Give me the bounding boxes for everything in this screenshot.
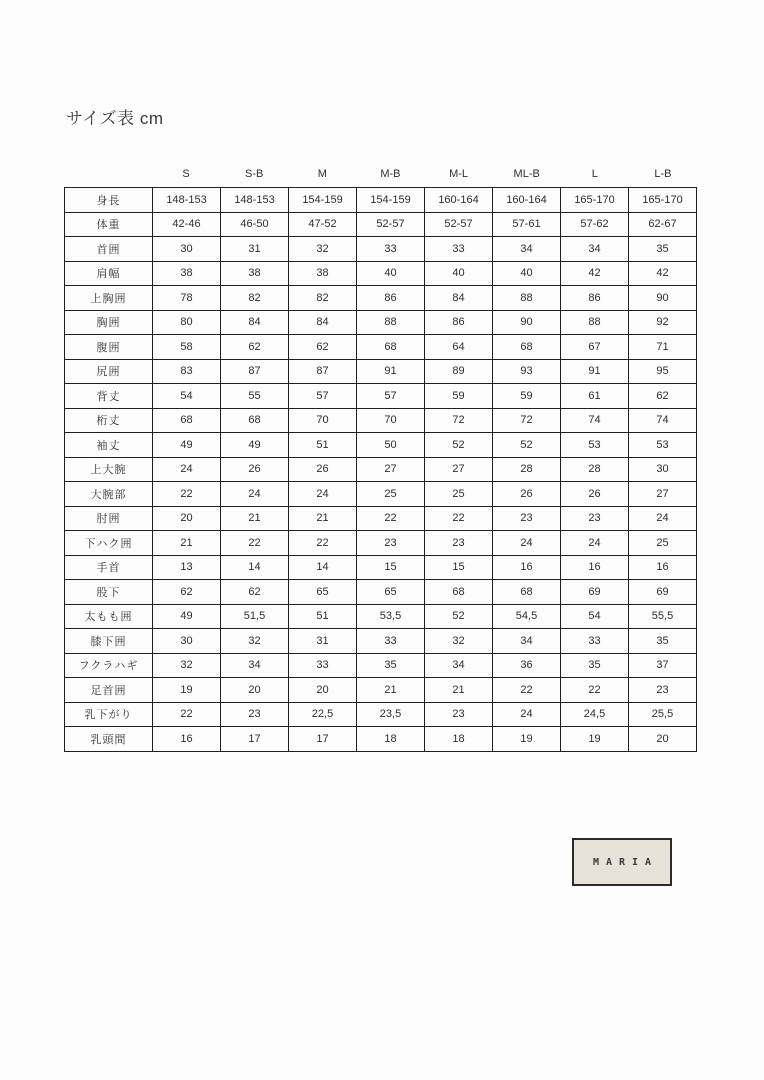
measurement-value: 78 (153, 286, 221, 311)
measurement-value: 14 (289, 555, 357, 580)
measurement-label: 尻囲 (65, 359, 153, 384)
measurement-value: 32 (153, 653, 221, 678)
measurement-value: 67 (561, 335, 629, 360)
measurement-value: 160-164 (425, 188, 493, 213)
size-column-header: M-B (380, 168, 401, 180)
measurement-value: 27 (357, 457, 425, 482)
measurement-label: 体重 (65, 212, 153, 237)
measurement-value: 22 (153, 702, 221, 727)
measurement-value: 49 (153, 604, 221, 629)
size-column-header: S (182, 168, 190, 180)
measurement-value: 22 (153, 482, 221, 507)
measurement-value: 22 (561, 678, 629, 703)
measurement-value: 15 (357, 555, 425, 580)
measurement-value: 20 (289, 678, 357, 703)
size-column-header: S-B (245, 168, 264, 180)
measurement-value: 57 (289, 384, 357, 409)
measurement-value: 62-67 (629, 212, 697, 237)
measurement-value: 18 (357, 727, 425, 752)
measurement-value: 90 (629, 286, 697, 311)
measurement-value: 93 (493, 359, 561, 384)
measurement-value: 19 (153, 678, 221, 703)
measurement-value: 20 (153, 506, 221, 531)
measurement-value: 70 (357, 408, 425, 433)
measurement-label: 背丈 (65, 384, 153, 409)
size-column-header: L-B (654, 168, 672, 180)
measurement-value: 40 (425, 261, 493, 286)
measurement-value: 23 (629, 678, 697, 703)
table-row (65, 555, 697, 580)
measurement-value: 51 (289, 433, 357, 458)
measurement-value: 24,5 (561, 702, 629, 727)
measurement-value: 55 (221, 384, 289, 409)
measurement-value: 24 (221, 482, 289, 507)
measurement-value: 20 (629, 727, 697, 752)
measurement-value: 35 (561, 653, 629, 678)
measurement-value: 22,5 (289, 702, 357, 727)
measurement-value: 91 (561, 359, 629, 384)
measurement-value: 88 (493, 286, 561, 311)
measurement-value: 82 (221, 286, 289, 311)
measurement-value: 24 (493, 531, 561, 556)
measurement-value: 51 (289, 604, 357, 629)
measurement-value: 24 (629, 506, 697, 531)
measurement-label: 手首 (65, 555, 153, 580)
measurement-value: 24 (289, 482, 357, 507)
table-row (65, 580, 697, 605)
measurement-value: 23 (357, 531, 425, 556)
measurement-value: 59 (425, 384, 493, 409)
measurement-value: 37 (629, 653, 697, 678)
measurement-value: 42 (629, 261, 697, 286)
measurement-value: 61 (561, 384, 629, 409)
measurement-value: 31 (289, 629, 357, 654)
measurement-value: 88 (561, 310, 629, 335)
measurement-value: 21 (425, 678, 493, 703)
measurement-value: 35 (357, 653, 425, 678)
measurement-value: 26 (221, 457, 289, 482)
measurement-value: 22 (221, 531, 289, 556)
measurement-value: 52 (425, 433, 493, 458)
measurement-value: 22 (493, 678, 561, 703)
measurement-value: 62 (221, 335, 289, 360)
measurement-value: 23 (561, 506, 629, 531)
measurement-value: 86 (357, 286, 425, 311)
table-row (65, 237, 697, 262)
brand-logo-text: MARIA (592, 856, 659, 868)
measurement-value: 47-52 (289, 212, 357, 237)
measurement-value: 20 (221, 678, 289, 703)
size-chart (64, 166, 697, 752)
measurement-label: 胸囲 (65, 310, 153, 335)
measurement-value: 54 (153, 384, 221, 409)
measurement-value: 30 (153, 237, 221, 262)
measurement-value: 21 (221, 506, 289, 531)
table-row (65, 604, 697, 629)
measurement-value: 52 (493, 433, 561, 458)
measurement-label: 乳下がり (65, 702, 153, 727)
table-row (65, 408, 697, 433)
measurement-value: 148-153 (221, 188, 289, 213)
measurement-value: 84 (425, 286, 493, 311)
measurement-value: 33 (289, 653, 357, 678)
measurement-value: 148-153 (153, 188, 221, 213)
measurement-value: 35 (629, 629, 697, 654)
table-row (65, 653, 697, 678)
measurement-value: 16 (493, 555, 561, 580)
measurement-value: 21 (289, 506, 357, 531)
measurement-value: 57-62 (561, 212, 629, 237)
measurement-value: 74 (561, 408, 629, 433)
measurement-value: 72 (425, 408, 493, 433)
measurement-value: 42-46 (153, 212, 221, 237)
measurement-label: 下ハク囲 (65, 531, 153, 556)
measurement-value: 24 (153, 457, 221, 482)
measurement-label: フクラハギ (65, 653, 153, 678)
measurement-value: 25,5 (629, 702, 697, 727)
measurement-value: 32 (289, 237, 357, 262)
measurement-value: 30 (153, 629, 221, 654)
measurement-label: 膝下囲 (65, 629, 153, 654)
measurement-label: 袖丈 (65, 433, 153, 458)
measurement-value: 65 (289, 580, 357, 605)
table-row (65, 506, 697, 531)
measurement-value: 89 (425, 359, 493, 384)
measurement-value: 165-170 (629, 188, 697, 213)
measurement-value: 53 (629, 433, 697, 458)
table-row (65, 286, 697, 311)
measurement-value: 54,5 (493, 604, 561, 629)
measurement-value: 21 (357, 678, 425, 703)
measurement-value: 84 (221, 310, 289, 335)
measurement-value: 17 (289, 727, 357, 752)
table-row (65, 727, 697, 752)
measurement-value: 40 (493, 261, 561, 286)
measurement-value: 55,5 (629, 604, 697, 629)
measurement-value: 16 (153, 727, 221, 752)
measurement-value: 27 (629, 482, 697, 507)
measurement-value: 82 (289, 286, 357, 311)
measurement-value: 59 (493, 384, 561, 409)
measurement-value: 34 (493, 237, 561, 262)
measurement-value: 84 (289, 310, 357, 335)
measurement-value: 28 (493, 457, 561, 482)
measurement-value: 22 (289, 531, 357, 556)
measurement-value: 15 (425, 555, 493, 580)
measurement-value: 16 (561, 555, 629, 580)
measurement-value: 68 (493, 580, 561, 605)
measurement-value: 154-159 (357, 188, 425, 213)
measurement-value: 154-159 (289, 188, 357, 213)
measurement-value: 65 (357, 580, 425, 605)
measurement-value: 33 (357, 237, 425, 262)
measurement-value: 33 (561, 629, 629, 654)
measurement-label: 身長 (65, 188, 153, 213)
table-row (65, 335, 697, 360)
table-row (65, 457, 697, 482)
measurement-value: 74 (629, 408, 697, 433)
measurement-value: 19 (493, 727, 561, 752)
measurement-value: 16 (629, 555, 697, 580)
measurement-value: 38 (221, 261, 289, 286)
table-row (65, 433, 697, 458)
table-row (65, 212, 697, 237)
measurement-value: 52 (425, 604, 493, 629)
measurement-value: 23 (425, 531, 493, 556)
table-row (65, 482, 697, 507)
measurement-label: 腹囲 (65, 335, 153, 360)
measurement-value: 62 (221, 580, 289, 605)
measurement-value: 42 (561, 261, 629, 286)
table-row (65, 702, 697, 727)
measurement-value: 68 (153, 408, 221, 433)
measurement-value: 160-164 (493, 188, 561, 213)
measurement-value: 50 (357, 433, 425, 458)
measurement-value: 33 (357, 629, 425, 654)
measurement-value: 83 (153, 359, 221, 384)
measurement-value: 24 (493, 702, 561, 727)
measurement-value: 69 (629, 580, 697, 605)
measurement-value: 46-50 (221, 212, 289, 237)
measurement-value: 21 (153, 531, 221, 556)
measurement-value: 92 (629, 310, 697, 335)
measurement-label: 上大腕 (65, 457, 153, 482)
measurement-value: 62 (153, 580, 221, 605)
measurement-value: 26 (561, 482, 629, 507)
measurement-label: 股下 (65, 580, 153, 605)
measurement-value: 23 (221, 702, 289, 727)
measurement-value: 18 (425, 727, 493, 752)
measurement-value: 49 (221, 433, 289, 458)
measurement-label: 桁丈 (65, 408, 153, 433)
measurement-value: 19 (561, 727, 629, 752)
size-header-row (152, 166, 697, 187)
measurement-value: 68 (357, 335, 425, 360)
measurement-value: 38 (289, 261, 357, 286)
measurement-value: 64 (425, 335, 493, 360)
table-row (65, 188, 697, 213)
measurement-value: 26 (493, 482, 561, 507)
measurement-value: 25 (629, 531, 697, 556)
measurement-label: 太もも囲 (65, 604, 153, 629)
measurement-value: 32 (425, 629, 493, 654)
measurement-value: 22 (425, 506, 493, 531)
measurement-value: 70 (289, 408, 357, 433)
measurement-value: 24 (561, 531, 629, 556)
size-table (64, 187, 697, 752)
measurement-value: 71 (629, 335, 697, 360)
measurement-value: 69 (561, 580, 629, 605)
measurement-value: 35 (629, 237, 697, 262)
measurement-value: 52-57 (357, 212, 425, 237)
table-row (65, 531, 697, 556)
measurement-label: 足首囲 (65, 678, 153, 703)
measurement-value: 165-170 (561, 188, 629, 213)
measurement-value: 53,5 (357, 604, 425, 629)
table-row (65, 678, 697, 703)
measurement-value: 87 (221, 359, 289, 384)
measurement-value: 34 (221, 653, 289, 678)
measurement-value: 31 (221, 237, 289, 262)
measurement-value: 68 (425, 580, 493, 605)
brand-logo (572, 838, 672, 886)
measurement-value: 13 (153, 555, 221, 580)
measurement-value: 51,5 (221, 604, 289, 629)
measurement-value: 40 (357, 261, 425, 286)
measurement-value: 80 (153, 310, 221, 335)
size-column-header: M (317, 168, 327, 180)
measurement-value: 28 (561, 457, 629, 482)
measurement-value: 23,5 (357, 702, 425, 727)
measurement-value: 86 (425, 310, 493, 335)
measurement-value: 36 (493, 653, 561, 678)
measurement-label: 乳頭間 (65, 727, 153, 752)
measurement-value: 90 (493, 310, 561, 335)
measurement-value: 68 (493, 335, 561, 360)
measurement-value: 95 (629, 359, 697, 384)
measurement-value: 32 (221, 629, 289, 654)
page-title: サイズ表 cm (66, 109, 164, 128)
measurement-label: 上胸囲 (65, 286, 153, 311)
measurement-value: 86 (561, 286, 629, 311)
measurement-value: 34 (493, 629, 561, 654)
measurement-value: 25 (357, 482, 425, 507)
measurement-value: 62 (629, 384, 697, 409)
table-row (65, 359, 697, 384)
measurement-label: 首囲 (65, 237, 153, 262)
measurement-value: 17 (221, 727, 289, 752)
measurement-value: 62 (289, 335, 357, 360)
measurement-value: 23 (425, 702, 493, 727)
measurement-label: 肩幅 (65, 261, 153, 286)
size-column-header: M-L (449, 168, 469, 180)
measurement-value: 34 (425, 653, 493, 678)
table-row (65, 629, 697, 654)
size-column-header: ML-B (513, 168, 540, 180)
measurement-value: 54 (561, 604, 629, 629)
measurement-value: 88 (357, 310, 425, 335)
table-row (65, 310, 697, 335)
measurement-value: 53 (561, 433, 629, 458)
measurement-value: 33 (425, 237, 493, 262)
measurement-value: 87 (289, 359, 357, 384)
measurement-value: 52-57 (425, 212, 493, 237)
size-column-header: L (591, 168, 598, 180)
measurement-value: 26 (289, 457, 357, 482)
measurement-value: 91 (357, 359, 425, 384)
measurement-value: 27 (425, 457, 493, 482)
measurement-value: 57-61 (493, 212, 561, 237)
measurement-label: 肘囲 (65, 506, 153, 531)
measurement-label: 大腕部 (65, 482, 153, 507)
measurement-value: 72 (493, 408, 561, 433)
measurement-value: 25 (425, 482, 493, 507)
table-row (65, 384, 697, 409)
measurement-value: 23 (493, 506, 561, 531)
measurement-value: 58 (153, 335, 221, 360)
measurement-value: 30 (629, 457, 697, 482)
measurement-value: 14 (221, 555, 289, 580)
measurement-value: 68 (221, 408, 289, 433)
measurement-value: 38 (153, 261, 221, 286)
table-row (65, 261, 697, 286)
measurement-value: 34 (561, 237, 629, 262)
measurement-value: 49 (153, 433, 221, 458)
measurement-value: 57 (357, 384, 425, 409)
measurement-value: 22 (357, 506, 425, 531)
